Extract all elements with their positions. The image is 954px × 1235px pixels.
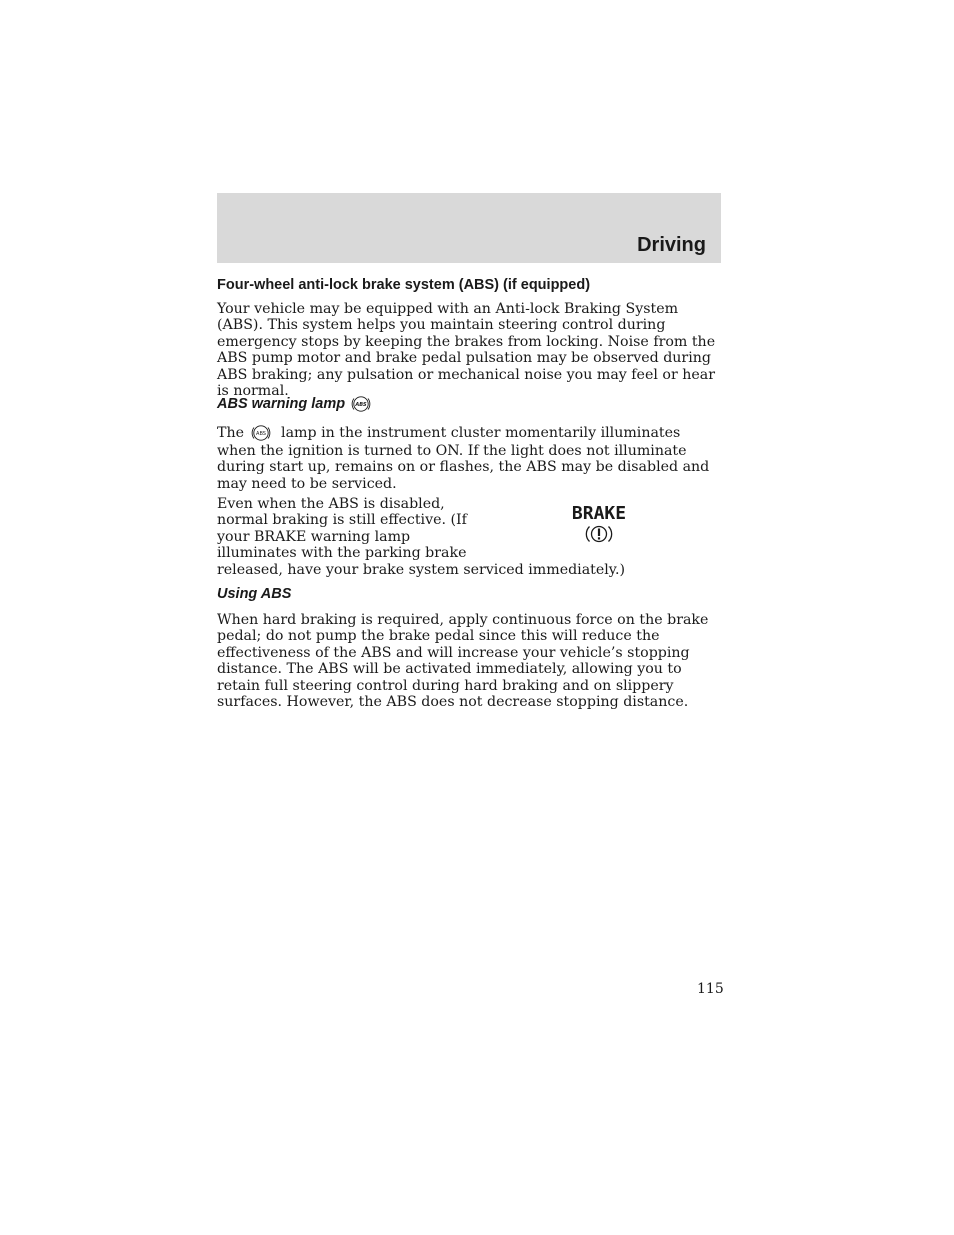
abs-lamp-paragraph bbox=[217, 423, 721, 492]
page-number: 115 bbox=[697, 981, 724, 997]
abs-intro-paragraph: Your vehicle may be equipped with an Anti-lock Braking System (ABS). This system helps you maintain steering control during emergency stops by keeping the brakes from locking. Noise from the ABS pump motor and brake pedal pulsation may be observed during ABS braking; any pulsation or mechanical noise you may feel or hear is normal. bbox=[217, 301, 716, 400]
brake-exclamation-icon bbox=[584, 523, 614, 545]
abs-lamp-icon bbox=[351, 394, 371, 414]
section-header-band bbox=[217, 193, 721, 263]
abs-lamp-paragraph-start: The bbox=[217, 425, 244, 441]
brake-warning-icon-label: BRAKE bbox=[571, 503, 627, 524]
using-abs-paragraph: When hard braking is required, apply continuous force on the brake pedal; do not pump the brake pedal since this will reduce the effectiveness of the ABS and will increase your vehicle’s stopping distance. The ABS will be activated immediately, allowing you to retain full steering control during hard braking and on slippery surfaces. However, the ABS does not decrease stopping distance. bbox=[217, 612, 709, 711]
abs-lamp-inline-icon bbox=[251, 423, 271, 443]
using-abs-heading-text: Using ABS bbox=[217, 586, 292, 602]
abs-disabled-line: illuminates with the parking brake bbox=[217, 545, 467, 562]
brake-warning-icon bbox=[566, 505, 632, 547]
abs-disabled-line: normal braking is still effective. (If bbox=[217, 512, 467, 529]
abs-disabled-line: released, have your brake system serviced immediately.) bbox=[217, 561, 625, 578]
abs-lamp-icon-label: ABS bbox=[355, 401, 367, 408]
abs-disabled-paragraph bbox=[217, 496, 721, 578]
abs-lamp-inline-icon-label: ABS bbox=[255, 430, 266, 437]
section-title: Driving bbox=[637, 234, 706, 256]
abs-warning-lamp-heading-text: ABS warning lamp bbox=[217, 396, 346, 412]
abs-warning-lamp-heading bbox=[217, 394, 371, 414]
abs-lamp-paragraph-rest: lamp in the instrument cluster momentarily illuminates when the ignition is turned to ON. If the light does not illuminate during start up, remains on or flashes, the ABS may be disabled and may need to be serviced. bbox=[217, 425, 710, 492]
abs-disabled-line: Even when the ABS is disabled, bbox=[217, 496, 445, 512]
abs-disabled-line: your BRAKE warning lamp bbox=[217, 528, 411, 545]
using-abs-heading bbox=[217, 586, 291, 602]
abs-heading: Four-wheel anti-lock brake system (ABS) (if equipped) bbox=[217, 277, 591, 293]
